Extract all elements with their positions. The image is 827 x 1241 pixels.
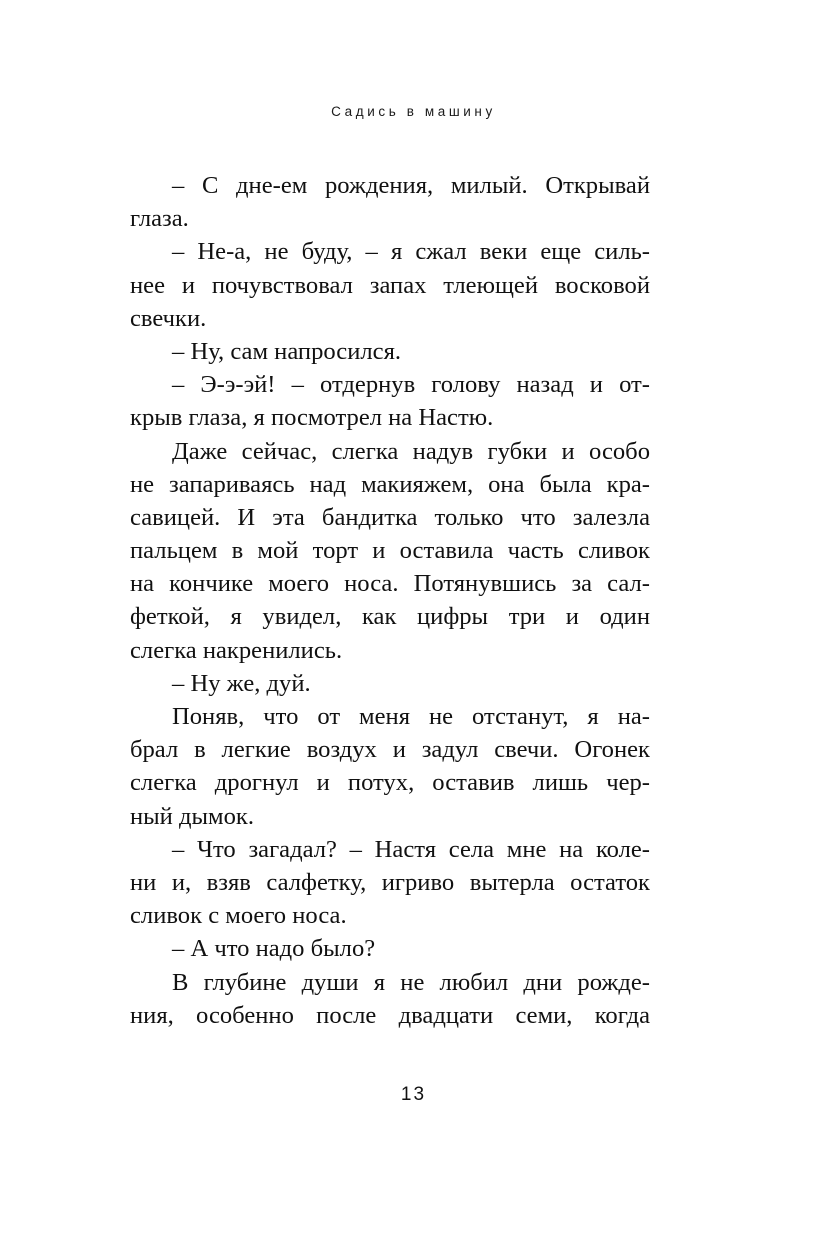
text-line: ный дымок. (130, 802, 254, 830)
text-line: Даже сейчас, слегка надув губки и особо (172, 437, 650, 465)
text-line: брал в легкие воздух и задул свечи. Огонек (130, 736, 650, 764)
body-text (130, 169, 650, 1032)
text-line: крыв глаза, я посмотрел на Настю. (130, 404, 494, 432)
text-line: савицей. И эта бандитка только что залезла (130, 503, 650, 531)
text-line: сливок с моего носа. (130, 902, 347, 930)
text-line: свечки. (130, 304, 207, 332)
text-line: не запариваясь над макияжем, она была кра- (130, 470, 650, 498)
text-line: глаза. (130, 205, 189, 233)
text-line: – Э-э-эй! – отдернув голову назад и от- (172, 371, 650, 399)
text-line: – С дне-ем рождения, милый. Открывай (172, 172, 650, 199)
text-line: – Ну, сам напросился. (172, 337, 402, 365)
text-line: нее и почувствовал запах тлеющей восковой (130, 271, 650, 299)
text-line: слегка дрогнул и потух, оставив лишь чер- (130, 769, 650, 797)
text-line: – А что надо было? (172, 935, 376, 963)
page-number: 13 (400, 1084, 427, 1105)
text-line: слегка накренились. (130, 636, 343, 664)
running-head: Садись в машину (331, 104, 496, 119)
text-line: – Не-а, не буду, – я сжал веки еще силь- (172, 238, 650, 266)
text-line: на кончике моего носа. Потянувшись за сал- (130, 570, 650, 598)
text-line: – Что загадал? – Настя села мне на коле- (172, 835, 650, 863)
text-line: ния, особенно после двадцати семи, когда (130, 1001, 650, 1029)
text-line: В глубине души я не любил дни рожде- (172, 968, 650, 996)
text-line: пальцем в мой торт и оставила часть сливок (130, 537, 650, 565)
text-line: Поняв, что от меня не отстанут, я на- (172, 703, 650, 730)
text-line: ни и, взяв салфетку, игриво вытерла остаток (130, 868, 650, 896)
text-line: феткой, я увидел, как цифры три и один (130, 603, 650, 631)
text-line: – Ну же, дуй. (172, 669, 311, 697)
